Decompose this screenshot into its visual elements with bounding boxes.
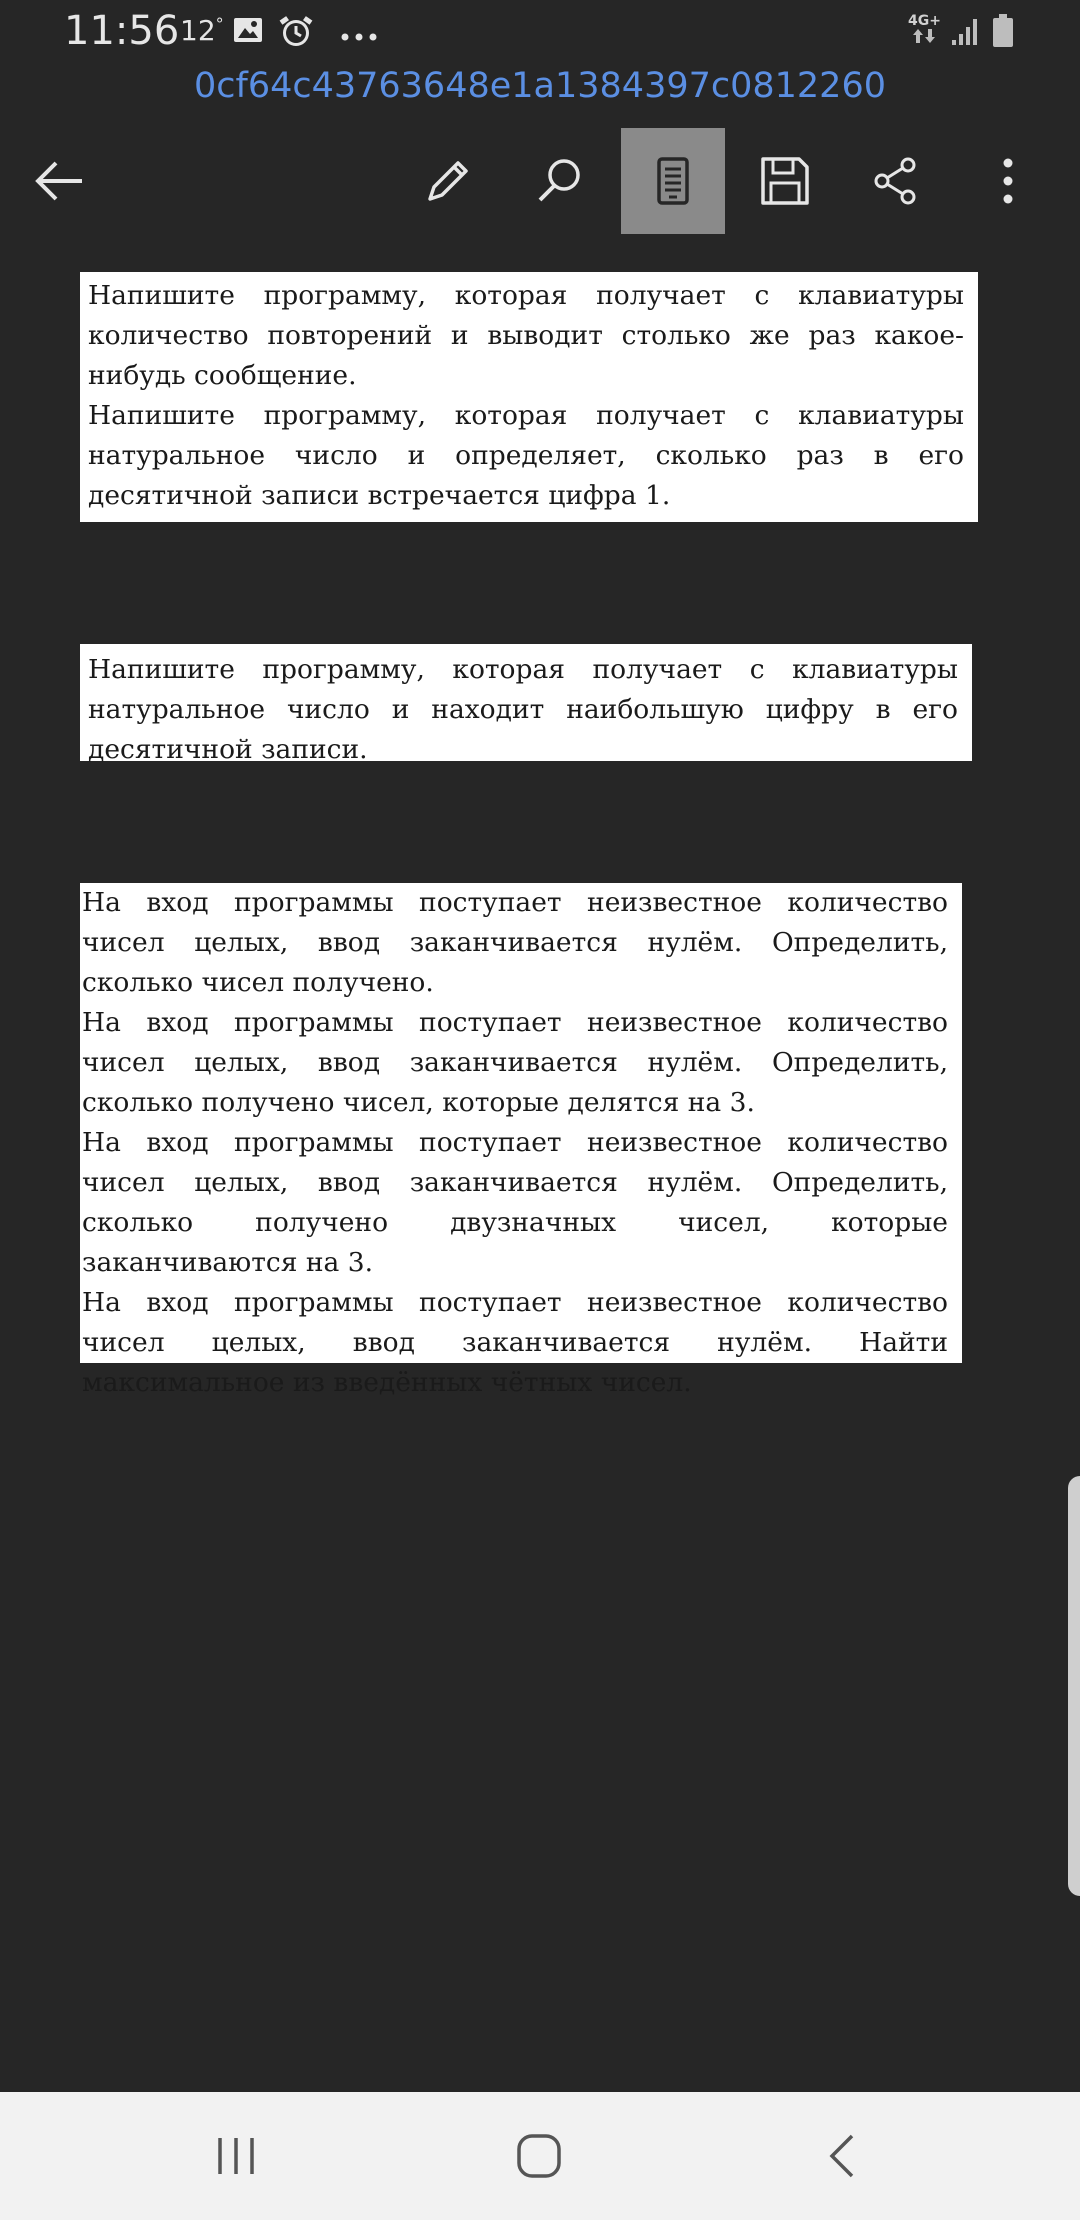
recents-button[interactable] bbox=[166, 2092, 306, 2220]
network-type: 4G+ bbox=[908, 13, 941, 29]
page-3-paragraph-4: На вход программы поступает неизвестное количество чисел целых, ввод заканчивается нулём. Найти максимальное из введённых чётных чисел. bbox=[82, 1287, 948, 1398]
page-3-paragraph-1: На вход программы поступает неизвестное количество чисел целых, ввод заканчивается нулём. Определить, сколько чисел получено. bbox=[82, 887, 948, 998]
share-button[interactable] bbox=[844, 128, 948, 234]
search-button[interactable] bbox=[508, 128, 612, 234]
save-button[interactable] bbox=[733, 128, 837, 234]
back-button[interactable] bbox=[8, 128, 112, 234]
network-indicator bbox=[908, 14, 941, 47]
pencil-icon bbox=[420, 153, 476, 209]
document-page-2 bbox=[80, 644, 972, 765]
more-vert-icon bbox=[998, 153, 1018, 209]
navigation-bar bbox=[0, 2092, 1080, 2220]
data-arrows-icon bbox=[912, 29, 936, 43]
page-3-paragraph-3: На вход программы поступает неизвестное количество чисел целых, ввод заканчивается нулём. Определить, сколько получено двузначных чисел, которые заканчиваются на 3. bbox=[82, 1127, 948, 1278]
document-title: 0cf64c43763648e1a1384397c0812260 bbox=[193, 66, 886, 106]
document-page-3 bbox=[80, 883, 962, 1398]
reading-mode-button[interactable] bbox=[621, 128, 725, 234]
toolbar bbox=[0, 128, 1080, 234]
share-icon bbox=[868, 153, 924, 209]
back-icon bbox=[826, 2132, 858, 2180]
reading-mode-icon bbox=[645, 153, 701, 209]
back-nav-button[interactable] bbox=[772, 2092, 912, 2220]
document-page-1 bbox=[80, 272, 978, 522]
status-temperature: 12° bbox=[180, 14, 224, 47]
battery-icon bbox=[992, 14, 1014, 52]
page-1-paragraph-1: Напишите программу, которая получает с клавиатуры количество повторений и выводит столько же раз какое-нибудь сообщение. bbox=[88, 280, 964, 391]
status-time: 11:56 bbox=[64, 8, 180, 54]
signal-icon bbox=[950, 16, 980, 50]
gallery-icon bbox=[232, 14, 264, 50]
home-icon bbox=[515, 2132, 563, 2180]
page-2-paragraph-1: Напишите программу, которая получает с клавиатуры натуральное число и находит наибольшую цифру в его десятичной записи. bbox=[88, 654, 958, 765]
document-viewer[interactable] bbox=[0, 240, 1080, 2092]
edit-button[interactable] bbox=[396, 128, 500, 234]
more-notifications-icon bbox=[340, 26, 380, 45]
scroll-handle[interactable] bbox=[1068, 1476, 1080, 1896]
recents-icon bbox=[214, 2136, 258, 2176]
page-3-paragraph-2: На вход программы поступает неизвестное количество чисел целых, ввод заканчивается нулём. Определить, сколько получено чисел, которые делятся на 3. bbox=[82, 1007, 948, 1118]
search-icon bbox=[532, 153, 588, 209]
back-arrow-icon bbox=[32, 153, 88, 209]
status-bar bbox=[0, 0, 1080, 62]
save-icon bbox=[757, 153, 813, 209]
more-options-button[interactable] bbox=[956, 128, 1060, 234]
alarm-icon bbox=[278, 14, 314, 54]
home-button[interactable] bbox=[469, 2092, 609, 2220]
page-1-paragraph-2: Напишите программу, которая получает с клавиатуры натуральное число и определяет, сколько раз в его десятичной записи встречается цифра 1. bbox=[88, 400, 964, 511]
